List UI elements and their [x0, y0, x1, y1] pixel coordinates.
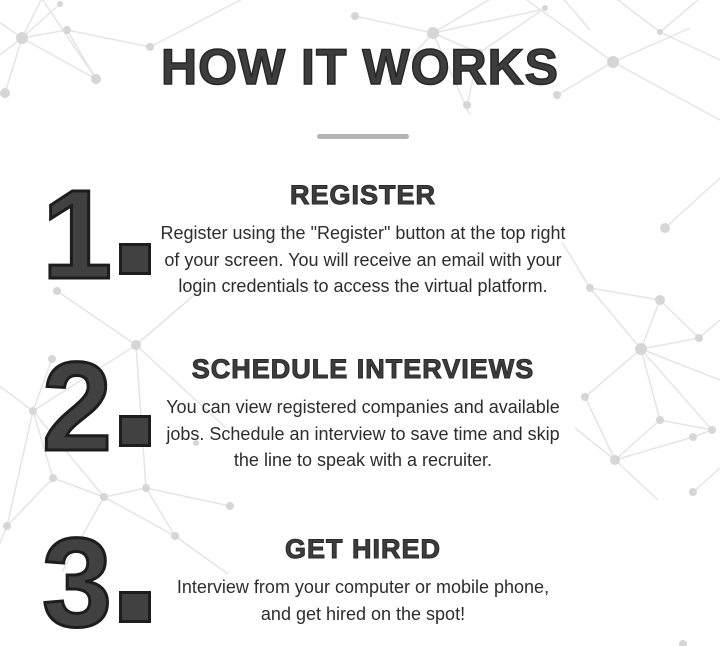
- step-3-number-period: [119, 591, 151, 623]
- step-2-number-digit: 2: [42, 336, 113, 477]
- step-1-body: Register using the "Register" button at the top right of your screen. You will receive an email with your login credentials to access the virtual platform.: [160, 223, 566, 296]
- step-schedule-interviews: [0, 336, 720, 512]
- page-title: HOW IT WORKS: [160, 39, 560, 95]
- step-register: [0, 164, 720, 340]
- step-1-number-digit: 1: [42, 164, 113, 305]
- title-divider: [317, 134, 409, 139]
- step-get-hired: [0, 512, 720, 646]
- step-3-heading: GET HIRED: [284, 534, 441, 564]
- step-2-body: You can view registered companies and available jobs. Schedule an interview to save time and skip the line to speak with a recruiter.: [166, 397, 560, 470]
- step-1-copy: [157, 180, 569, 300]
- step-3-copy: [163, 534, 563, 627]
- step-3-number-digit: 3: [42, 512, 113, 646]
- step-3-body: Interview from your computer or mobile phone, and get hired on the spot!: [176, 577, 550, 624]
- step-2-copy: [158, 354, 568, 474]
- step-2-heading: SCHEDULE INTERVIEWS: [191, 354, 535, 384]
- step-1-number-period: [119, 243, 151, 275]
- step-1-number: [42, 164, 151, 305]
- step-3-number: [42, 512, 151, 646]
- step-2-number: [42, 336, 151, 477]
- step-1-heading: REGISTER: [289, 180, 437, 210]
- step-2-number-period: [119, 415, 151, 447]
